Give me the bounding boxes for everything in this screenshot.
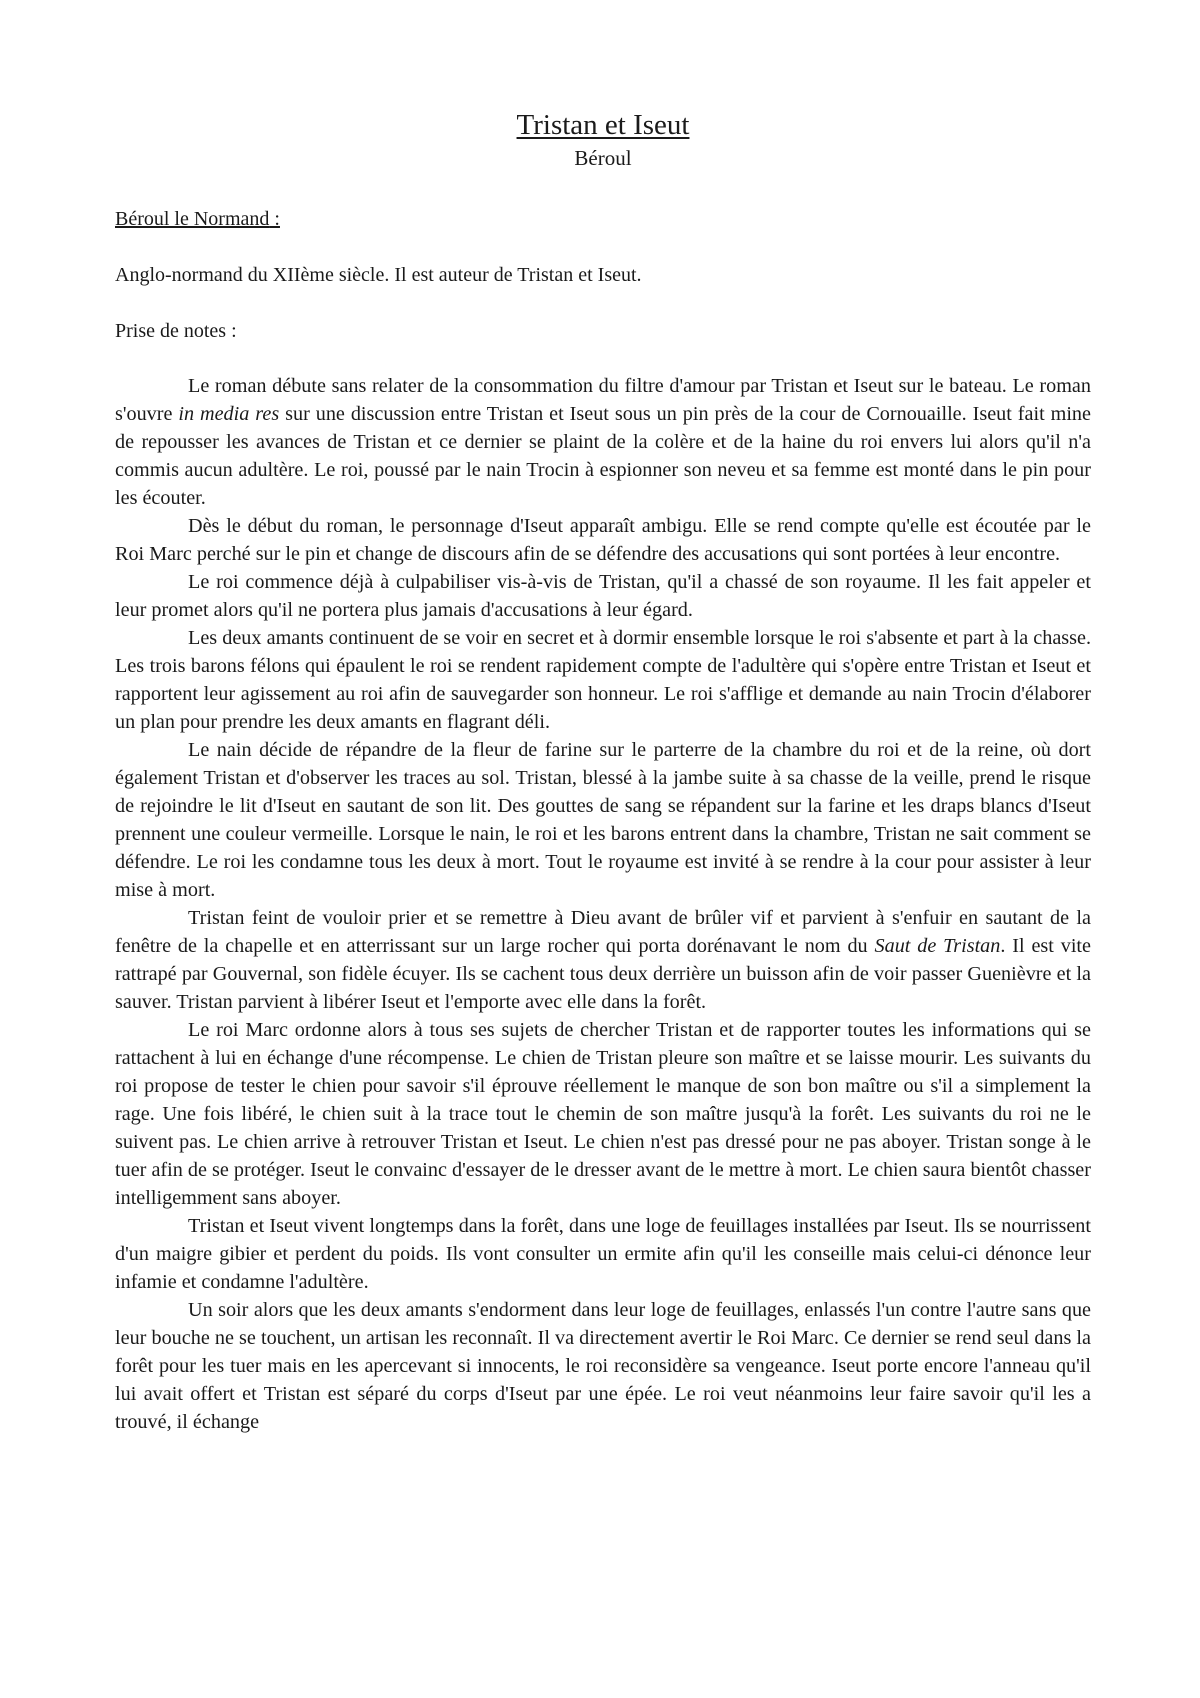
paragraph-2: Dès le début du roman, le personnage d'Iseut apparaît ambigu. Elle se rend compte qu'elle est écoutée par le Roi Marc perché sur le pin et change de discours afin de se défendre des accusations qui sont portées à leur encontre. — [115, 515, 1091, 566]
section-heading — [115, 206, 1091, 232]
paragraph-1-part-a: Le roman débute sans relater de la consommation du filtre d'amour par Tristan et Iseut sur le bateau. Le roman s'ouvre — [115, 375, 1091, 426]
paragraph-9: Un soir alors que les deux amants s'endorment dans leur loge de feuillages, enlassés l'un contre l'autre sans que leur bouche ne se touchent, un artisan les reconnaît. Il va directement avertir le Roi Marc. Ce dernier se rend seul dans la forêt pour les tuer mais en les apercevant si innocents, le roi reconsidère sa vengeance. Iseut porte encore l'anneau qu'il lui avait offert et Tristan est séparé du corps d'Iseut par une épée. Le roi veut néanmoins leur faire savoir qu'il les a trouvé, il échange — [115, 1299, 1091, 1434]
document-page — [115, 108, 1091, 1436]
paragraph-6 — [115, 904, 1091, 1016]
paragraph-8: Tristan et Iseut vivent longtemps dans la forêt, dans une loge de feuillages installées par Iseut. Ils se nourrissent d'un maigre gibier et perdent du poids. Ils vont consulter un ermite afin qu'il les conseille mais celui-ci dénonce leur infamie et condamne l'adultère. — [115, 1215, 1091, 1294]
paragraph-7: Le roi Marc ordonne alors à tous ses sujets de chercher Tristan et de rapporter toutes les informations qui se rattachent à lui en échange d'une récompense. Le chien de Tristan pleure son maître et se laisse mourir. Les suivants du roi propose de tester le chien pour savoir s'il éprouve réellement le manque de son bon maître ou s'il a simplement la rage. Une fois libéré, le chien suit à la trace tout le chemin de son maître jusqu'à la forêt. Les suivants du roi ne le suivent pas. Le chien arrive à retrouver Tristan et Iseut. Le chien n'est pas dressé pour ne pas aboyer. Tristan songe à le tuer afin de se protéger. Iseut le convainc d'essayer de le dresser avant de le mettre à mort. Le chien saura bientôt chasser intelligemment sans aboyer. — [115, 1019, 1091, 1210]
paragraph-6-emphasis: Saut de Tristan — [874, 935, 1001, 958]
paragraph-3: Le roi commence déjà à culpabiliser vis-à-vis de Tristan, qu'il a chassé de son royaume. Il les fait appeler et leur promet alors qu'il ne portera plus jamais d'accusations à leur égard. — [115, 571, 1091, 622]
paragraph-4: Les deux amants continuent de se voir en secret et à dormir ensemble lorsque le roi s'absente et part à la chasse. Les trois barons félons qui épaulent le roi se rendent rapidement compte de l'adultère qui s'opère entre Tristan et Iseut et rapportent leur agissement au roi afin de sauvegarder son honneur. Le roi s'afflige et demande au nain Trocin d'élaborer un plan pour prendre les deux amants en flagrant déli. — [115, 627, 1091, 734]
document-author: Béroul — [574, 145, 632, 170]
paragraph-6-part-a: Tristan feint de vouloir prier et se remettre à Dieu avant de brûler vif et parvient à s'enfuir en sautant de la fenêtre de la chapelle et en atterrissant sur un large rocher qui porta dorénavant le nom du — [115, 907, 1091, 958]
title-block — [115, 108, 1091, 172]
paragraph-1-part-b: sur une discussion entre Tristan et Iseut sous un pin près de la cour de Cornouaille. Iseut fait mine de repousser les avances de Tristan et ce dernier se plaint de la colère et de la haine du roi envers lui alors qu'il n'a commis aucun adultère. Le roi, poussé par le nain Trocin à espionner son neveu et sa femme est monté dans le pin pour les écouter. — [115, 403, 1091, 510]
paragraph-1-emphasis: in media res — [178, 403, 280, 426]
author-description: Anglo-normand du XIIème siècle. Il est auteur de Tristan et Iseut. — [115, 264, 642, 287]
document-title: Tristan et Iseut — [516, 109, 690, 141]
notes-label: Prise de notes : — [115, 320, 237, 343]
paragraph-1 — [115, 372, 1091, 512]
paragraph-5: Le nain décide de répandre de la fleur de farine sur le parterre de la chambre du roi et de la reine, où dort également Tristan et d'observer les traces au sol. Tristan, blessé à la jambe suite à sa chasse de la veille, prend le risque de rejoindre le lit d'Iseut en sautant de son lit. Des gouttes de sang se répandent sur la farine et les draps blancs d'Iseut prennent une couleur vermeille. Lorsque le nain, le roi et les barons entrent dans la chambre, Tristan ne sait comment se défendre. Le roi les condamne tous les deux à mort. Tout le royaume est invité à se rendre à la cour pour assister à leur mise à mort. — [115, 739, 1091, 902]
section-heading-text: Béroul le Normand — [115, 208, 270, 231]
paragraph-6-part-b: . Il est vite rattrapé par Gouvernal, son fidèle écuyer. Ils se cachent tous deux derrière un buisson afin de voir passer Guenièvre et la sauver. Tristan parvient à libérer Iseut et l'emporte avec elle dans la forêt. — [115, 935, 1091, 1014]
section-heading-suffix: : — [269, 208, 280, 231]
